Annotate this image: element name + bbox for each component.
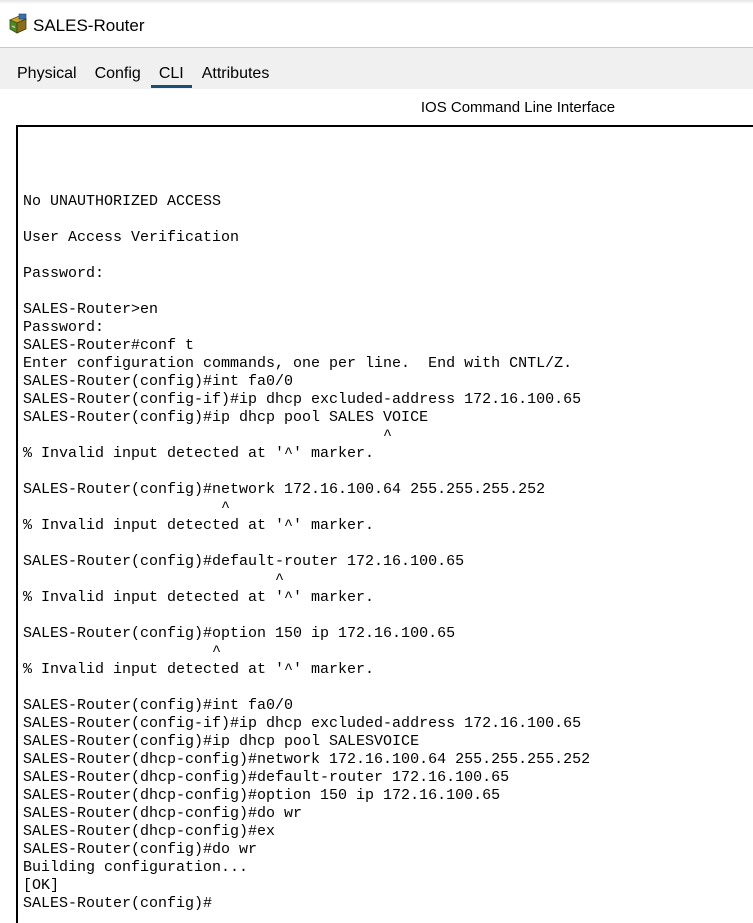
terminal-line: Password:	[23, 319, 105, 336]
terminal-line	[23, 211, 590, 229]
title-bar[interactable]	[0, 0, 753, 48]
terminal-line: [OK]	[23, 877, 60, 894]
cli-terminal[interactable]	[16, 125, 753, 923]
terminal-line: % Invalid input detected at '^' marker.	[23, 517, 375, 534]
terminal-line: SALES-Router(dhcp-config)#do wr	[23, 805, 303, 822]
tab-attributes[interactable]: Attributes	[201, 65, 270, 82]
tab-cli[interactable]: CLI	[150, 62, 193, 88]
terminal-line: ^	[23, 427, 393, 444]
terminal-line: SALES-Router(config-if)#ip dhcp excluded-address 172.16.100.65	[23, 391, 582, 408]
terminal-line: No UNAUTHORIZED ACCESS	[23, 193, 222, 210]
terminal-line: % Invalid input detected at '^' marker.	[23, 589, 375, 606]
terminal-line	[23, 283, 590, 301]
terminal-line: SALES-Router#conf t	[23, 337, 195, 354]
terminal-line	[23, 679, 590, 697]
terminal-line	[23, 463, 590, 481]
terminal-line: ^	[23, 571, 285, 588]
title-bar-accent	[0, 0, 753, 4]
terminal-line: SALES-Router(config)#network 172.16.100.64 255.255.255.252	[23, 481, 546, 498]
terminal-line: SALES-Router(config)#option 150 ip 172.16.100.65	[23, 625, 456, 642]
terminal-line: SALES-Router(config)#int fa0/0	[23, 697, 294, 714]
terminal-line: SALES-Router(config)#ip dhcp pool SALESVOICE	[23, 733, 420, 750]
terminal-line: User Access Verification	[23, 229, 240, 246]
tab-bar	[8, 62, 278, 90]
terminal-line: SALES-Router(dhcp-config)#network 172.16.100.64 255.255.255.252	[23, 751, 591, 768]
router-device-icon	[8, 13, 28, 35]
terminal-line: SALES-Router(config-if)#ip dhcp excluded-address 172.16.100.65	[23, 715, 582, 732]
terminal-line: SALES-Router(dhcp-config)#ex	[23, 823, 276, 840]
terminal-line	[23, 535, 590, 553]
terminal-line: SALES-Router(config)#default-router 172.16.100.65	[23, 553, 465, 570]
terminal-line: % Invalid input detected at '^' marker.	[23, 661, 375, 678]
terminal-line: ^	[23, 499, 231, 516]
terminal-output[interactable]	[23, 193, 590, 913]
tab-config[interactable]: Config	[94, 65, 141, 82]
terminal-line: % Invalid input detected at '^' marker.	[23, 445, 375, 462]
terminal-line: SALES-Router>en	[23, 301, 159, 318]
terminal-line: Building configuration...	[23, 859, 249, 876]
terminal-line	[23, 247, 590, 265]
terminal-line: SALES-Router(dhcp-config)#default-router 172.16.100.65	[23, 769, 510, 786]
terminal-line: ^	[23, 643, 222, 660]
tab-physical[interactable]: Physical	[17, 65, 77, 82]
terminal-line: Password:	[23, 265, 105, 282]
terminal-line: SALES-Router(config)#do wr	[23, 841, 258, 858]
window-title: SALES-Router	[33, 16, 145, 35]
terminal-line	[23, 607, 590, 625]
terminal-line: SALES-Router(dhcp-config)#option 150 ip 172.16.100.65	[23, 787, 501, 804]
terminal-line: SALES-Router(config)#ip dhcp pool SALES VOICE	[23, 409, 429, 426]
terminal-line: Enter configuration commands, one per line. End with CNTL/Z.	[23, 355, 573, 372]
terminal-line: SALES-Router(config)#	[23, 895, 213, 912]
cli-heading: IOS Command Line Interface	[420, 99, 616, 116]
terminal-line: SALES-Router(config)#int fa0/0	[23, 373, 294, 390]
